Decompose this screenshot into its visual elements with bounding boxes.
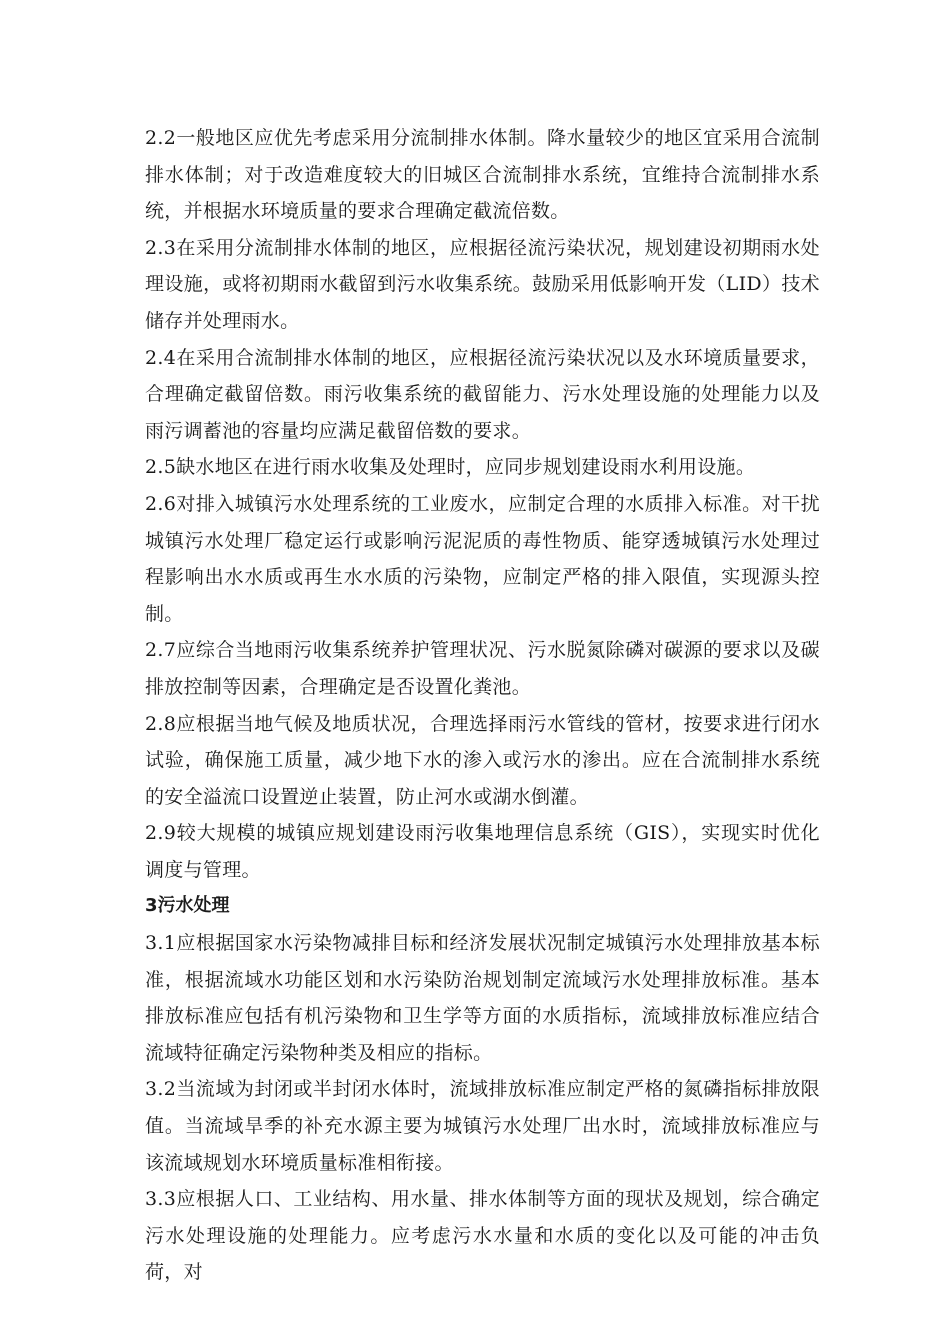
paragraph-2-9: 2.9较大规模的城镇应规划建设雨污收集地理信息系统（GIS），实现实时优化调度与管理。 [145,822,820,881]
paragraph-2-8: 2.8应根据当地气候及地质状况，合理选择雨污水管线的管材，按要求进行闭水试验，确保施工质量，减少地下水的渗入或污水的渗出。应在合流制排水系统的安全溢流口设置逆止装置，防止河水或湖水倒灌。 [145,712,820,808]
paragraph-2-7: 2.7应综合当地雨污收集系统养护管理状况、污水脱氮除磷对碳源的要求以及碳排放控制等因素，合理确定是否设置化粪池。 [145,639,820,698]
paragraph-3-1: 3.1应根据国家水污染物减排目标和经济发展状况制定城镇污水处理排放基本标准，根据流域水功能区划和水污染防治规划制定流域污水处理排放标准。基本排放标准应包括有机污染物和卫生学等方面的水质指标，流域排放标准应结合流域特征确定污染物种类及相应的指标。 [145,932,820,1064]
paragraph-2-5: 2.5缺水地区在进行雨水收集及处理时，应同步规划建设雨水利用设施。 [145,456,756,479]
section-heading-3: 3污水处理 [145,895,230,917]
paragraph-2-2: 2.2一般地区应优先考虑采用分流制排水体制。降水量较少的地区宜采用合流制排水体制；对于改造难度较大的旧城区合流制排水系统，宜维持合流制排水系统，并根据水环境质量的要求合理确定截流倍数。 [145,127,820,223]
paragraph-2-3: 2.3在采用分流制排水体制的地区，应根据径流污染状况，规划建设初期雨水处理设施，或将初期雨水截留到污水收集系统。鼓励采用低影响开发（LID）技术储存并处理雨水。 [145,236,820,332]
paragraph-2-4: 2.4在采用合流制排水体制的地区，应根据径流污染状况以及水环境质量要求，合理确定截留倍数。雨污收集系统的截留能力、污水处理设施的处理能力以及雨污调蓄池的容量均应满足截留倍数的要求。 [145,346,820,442]
document-body [145,120,820,1291]
paragraph-3-2: 3.2当流域为封闭或半封闭水体时，流域排放标准应制定严格的氮磷指标排放限值。当流域旱季的补充水源主要为城镇污水处理厂出水时，流域排放标准应与该流域规划水环境质量标准相衔接。 [145,1078,820,1174]
paragraph-3-3: 3.3应根据人口、工业结构、用水量、排水体制等方面的现状及规划，综合确定污水处理设施的处理能力。应考虑污水水量和水质的变化以及可能的冲击负荷，对 [145,1188,820,1284]
paragraph-2-6: 2.6对排入城镇污水处理系统的工业废水，应制定合理的水质排入标准。对干扰城镇污水处理厂稳定运行或影响污泥泥质的毒性物质、能穿透城镇污水处理过程影响出水水质或再生水水质的污染物，应制定严格的排入限值，实现源头控制。 [145,492,820,625]
